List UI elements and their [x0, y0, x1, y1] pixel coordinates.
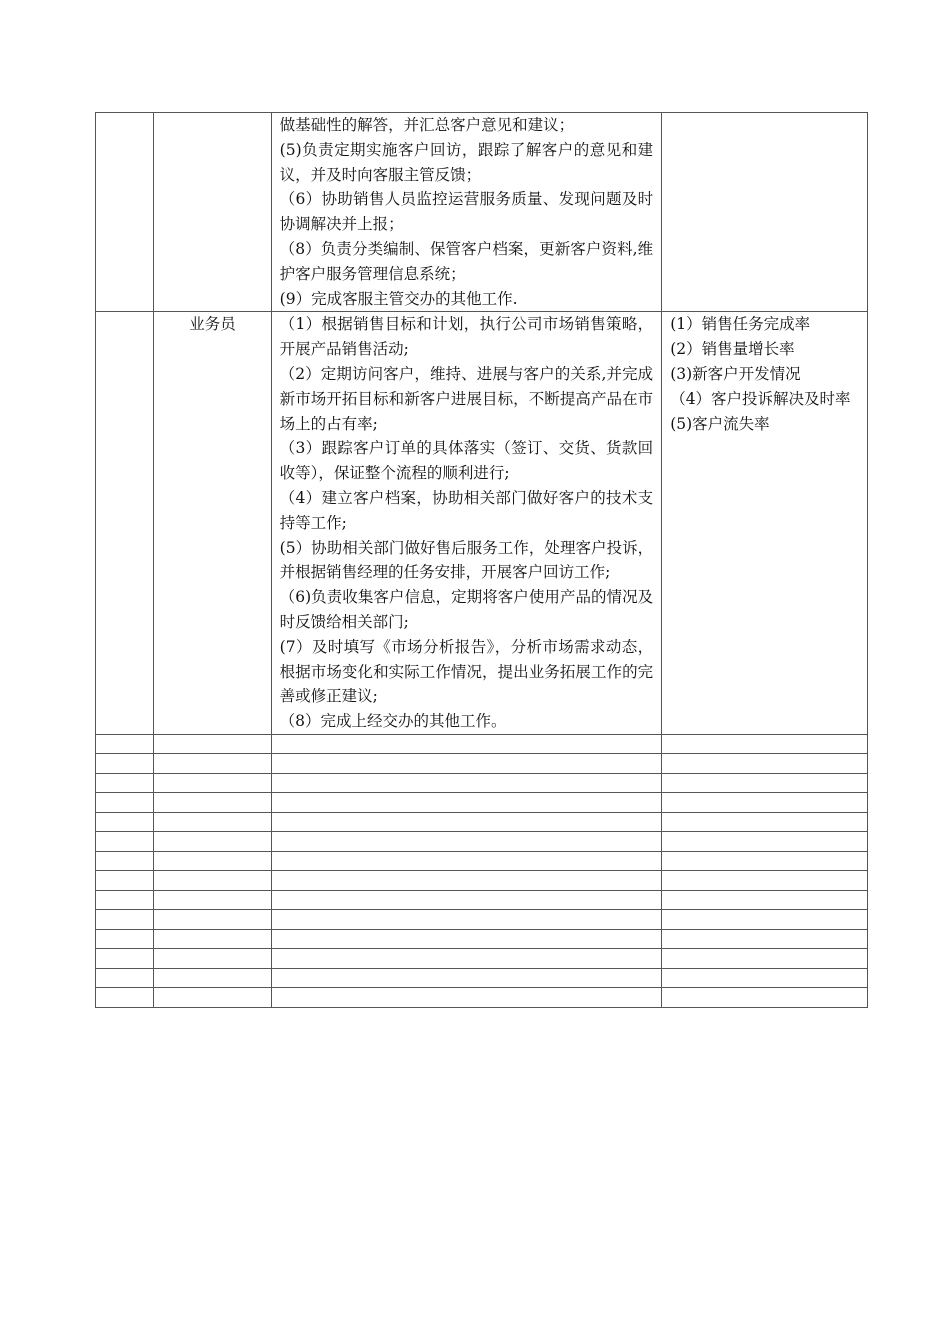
empty-cell [96, 812, 154, 832]
duty-item: （8）负责分类编制、保管客户档案，更新客户资料,维护客户服务管理信息系统； [279, 239, 654, 283]
kpi-cell [662, 312, 868, 735]
duty-item: 做基础性的解答，并汇总客户意见和建议； [279, 116, 575, 134]
empty-cell [96, 890, 154, 910]
empty-cell [96, 988, 154, 1008]
empty-cell [154, 734, 271, 754]
empty-cell [96, 832, 154, 852]
role-cell [154, 113, 271, 312]
duty-item: (5）协助相关部门做好售后服务工作，处理客户投诉，并根据销售经理的任务安排，开展客户回访工作; [279, 538, 654, 582]
empty-table-row [96, 988, 868, 1008]
empty-table-row [96, 929, 868, 949]
empty-table-row [96, 968, 868, 988]
duty-item: （6)负责收集客户信息，定期将客户使用产品的情况及时反馈给相关部门; [279, 588, 654, 631]
empty-cell [662, 949, 868, 969]
empty-cell [662, 968, 868, 988]
empty-table-row [96, 871, 868, 891]
duty-item: (9）完成客服主管交办的其他工作. [279, 289, 518, 308]
empty-cell [271, 734, 662, 754]
kpi-cell [662, 113, 868, 312]
duty-item: （6）协助销售人员监控运营服务质量、发现问题及时协调解决并上报； [279, 190, 654, 234]
duty-item: （8）完成上经交办的其他工作。 [279, 712, 507, 731]
empty-cell [271, 929, 662, 949]
kpi-item: (1）销售任务完成率 [670, 315, 811, 334]
empty-cell [154, 793, 271, 813]
empty-cell [154, 754, 271, 774]
empty-cell [271, 832, 662, 852]
empty-cell [271, 812, 662, 832]
empty-cell [96, 871, 154, 891]
empty-table-row [96, 890, 868, 910]
empty-cell [662, 812, 868, 832]
empty-cell [96, 929, 154, 949]
empty-cell [96, 734, 154, 754]
kpi-item: (2）销售量增长率 [670, 340, 795, 359]
empty-cell [662, 929, 868, 949]
empty-cell [271, 793, 662, 813]
empty-cell [154, 851, 271, 871]
table-row-customer-service [96, 113, 868, 312]
empty-table-row [96, 754, 868, 774]
empty-table-row [96, 812, 868, 832]
kpi-item: (5)客户流失率 [670, 414, 770, 433]
kpi-item: （4）客户投诉解决及时率 [670, 389, 851, 408]
empty-cell [96, 968, 154, 988]
empty-cell [154, 929, 271, 949]
duty-item: (7）及时填写《市场分析报告》，分析市场需求动态，根据市场变化和实际工作情况，提出业务拓展工作的完善或修正建议; [279, 637, 654, 706]
empty-table-row [96, 832, 868, 852]
index-cell [96, 113, 154, 312]
empty-cell [662, 734, 868, 754]
empty-cell [154, 988, 271, 1008]
responsibility-table [95, 112, 868, 1008]
empty-table-row [96, 910, 868, 930]
empty-cell [662, 851, 868, 871]
empty-cell [96, 949, 154, 969]
duty-item: （4）建立客户档案，协助相关部门做好客户的技术支持等工作; [279, 488, 654, 532]
duty-item: （2）定期访问客户，维持、进展与客户的关系,并完成新市场开拓目标和新客户进展目标，不断提高产品在市场上的占有率; [279, 364, 654, 433]
empty-cell [662, 754, 868, 774]
empty-cell [271, 949, 662, 969]
empty-cell [271, 754, 662, 774]
empty-cell [154, 949, 271, 969]
empty-table-row [96, 793, 868, 813]
duties-cell [271, 312, 662, 735]
kpi-item: (3)新客户开发情况 [670, 364, 801, 383]
empty-cell [96, 910, 154, 930]
empty-cell [154, 871, 271, 891]
empty-cell [662, 832, 868, 852]
empty-cell [662, 773, 868, 793]
empty-cell [271, 773, 662, 793]
empty-cell [271, 871, 662, 891]
empty-rows [96, 734, 868, 1007]
empty-cell [96, 793, 154, 813]
duty-item: （3）跟踪客户订单的具体落实（签订、交货、货款回收等），保证整个流程的顺利进行; [279, 439, 654, 483]
duty-item: （1）根据销售目标和计划，执行公司市场销售策略，开展产品销售活动; [279, 315, 654, 359]
empty-table-row [96, 949, 868, 969]
empty-cell [662, 871, 868, 891]
empty-cell [96, 851, 154, 871]
empty-cell [96, 773, 154, 793]
empty-table-row [96, 734, 868, 754]
empty-cell [96, 754, 154, 774]
empty-cell [154, 968, 271, 988]
role-cell: 业务员 [154, 312, 271, 735]
duties-cell [271, 113, 662, 312]
empty-cell [271, 851, 662, 871]
empty-cell [154, 773, 271, 793]
empty-cell [154, 890, 271, 910]
empty-table-row [96, 851, 868, 871]
empty-cell [662, 988, 868, 1008]
empty-cell [271, 910, 662, 930]
duty-item: (5)负责定期实施客户回访，跟踪了解客户的意见和建议，并及时向客服主管反馈； [279, 140, 654, 184]
empty-cell [154, 910, 271, 930]
empty-cell [271, 988, 662, 1008]
empty-cell [662, 910, 868, 930]
empty-cell [662, 890, 868, 910]
table-row-salesperson [96, 312, 868, 735]
index-cell [96, 312, 154, 735]
empty-cell [271, 890, 662, 910]
empty-cell [271, 968, 662, 988]
empty-cell [662, 793, 868, 813]
empty-cell [154, 812, 271, 832]
empty-table-row [96, 773, 868, 793]
empty-cell [154, 832, 271, 852]
